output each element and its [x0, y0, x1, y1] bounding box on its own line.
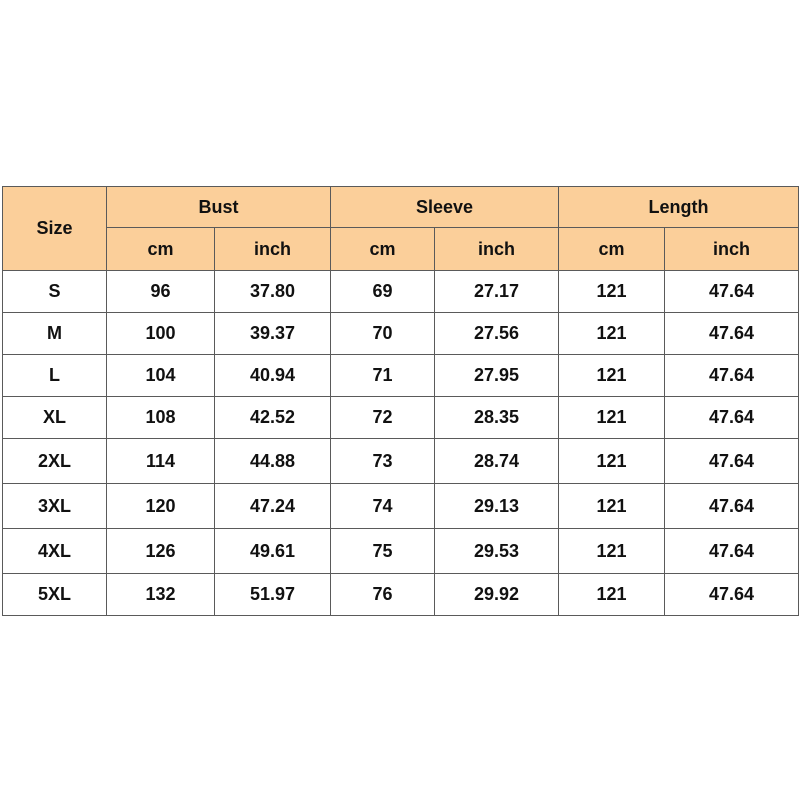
value-cell: 47.64 — [665, 397, 799, 439]
value-cell: 28.74 — [435, 439, 559, 484]
table-row — [3, 271, 799, 313]
value-cell: 132 — [107, 574, 215, 616]
value-cell: 73 — [331, 439, 435, 484]
value-cell: 121 — [559, 529, 665, 574]
value-cell: 47.64 — [665, 355, 799, 397]
value-cell: 104 — [107, 355, 215, 397]
value-cell: 28.35 — [435, 397, 559, 439]
value-cell: 27.95 — [435, 355, 559, 397]
value-cell: 47.64 — [665, 439, 799, 484]
value-cell: 29.53 — [435, 529, 559, 574]
value-cell: 47.64 — [665, 484, 799, 529]
value-cell: 72 — [331, 397, 435, 439]
value-cell: 114 — [107, 439, 215, 484]
length-cm-header: cm — [559, 228, 665, 271]
value-cell: 47.64 — [665, 271, 799, 313]
value-cell: 37.80 — [215, 271, 331, 313]
size-cell: 3XL — [3, 484, 107, 529]
value-cell: 27.17 — [435, 271, 559, 313]
table-row — [3, 484, 799, 529]
value-cell: 96 — [107, 271, 215, 313]
value-cell: 121 — [559, 397, 665, 439]
value-cell: 120 — [107, 484, 215, 529]
value-cell: 121 — [559, 439, 665, 484]
table-row — [3, 355, 799, 397]
value-cell: 39.37 — [215, 313, 331, 355]
value-cell: 42.52 — [215, 397, 331, 439]
value-cell: 51.97 — [215, 574, 331, 616]
length-header: Length — [559, 187, 799, 228]
size-cell: S — [3, 271, 107, 313]
value-cell: 29.92 — [435, 574, 559, 616]
size-cell: XL — [3, 397, 107, 439]
value-cell: 44.88 — [215, 439, 331, 484]
size-cell: M — [3, 313, 107, 355]
sleeve-header: Sleeve — [331, 187, 559, 228]
value-cell: 121 — [559, 355, 665, 397]
value-cell: 47.64 — [665, 574, 799, 616]
bust-cm-header: cm — [107, 228, 215, 271]
value-cell: 76 — [331, 574, 435, 616]
value-cell: 49.61 — [215, 529, 331, 574]
value-cell: 121 — [559, 574, 665, 616]
value-cell: 121 — [559, 313, 665, 355]
value-cell: 40.94 — [215, 355, 331, 397]
value-cell: 29.13 — [435, 484, 559, 529]
table-row — [3, 439, 799, 484]
value-cell: 69 — [331, 271, 435, 313]
value-cell: 121 — [559, 271, 665, 313]
value-cell: 121 — [559, 484, 665, 529]
size-cell: 2XL — [3, 439, 107, 484]
value-cell: 70 — [331, 313, 435, 355]
size-cell: L — [3, 355, 107, 397]
value-cell: 71 — [331, 355, 435, 397]
size-header: Size — [3, 187, 107, 271]
value-cell: 27.56 — [435, 313, 559, 355]
value-cell: 47.24 — [215, 484, 331, 529]
value-cell: 108 — [107, 397, 215, 439]
table-row — [3, 313, 799, 355]
value-cell: 75 — [331, 529, 435, 574]
sleeve-cm-header: cm — [331, 228, 435, 271]
size-chart-body — [3, 271, 799, 616]
value-cell: 47.64 — [665, 313, 799, 355]
table-row — [3, 397, 799, 439]
value-cell: 100 — [107, 313, 215, 355]
bust-header: Bust — [107, 187, 331, 228]
size-cell: 4XL — [3, 529, 107, 574]
value-cell: 126 — [107, 529, 215, 574]
value-cell: 74 — [331, 484, 435, 529]
size-cell: 5XL — [3, 574, 107, 616]
table-row — [3, 529, 799, 574]
sleeve-inch-header: inch — [435, 228, 559, 271]
table-row — [3, 574, 799, 616]
bust-inch-header: inch — [215, 228, 331, 271]
value-cell: 47.64 — [665, 529, 799, 574]
size-chart-table — [2, 186, 799, 616]
length-inch-header: inch — [665, 228, 799, 271]
